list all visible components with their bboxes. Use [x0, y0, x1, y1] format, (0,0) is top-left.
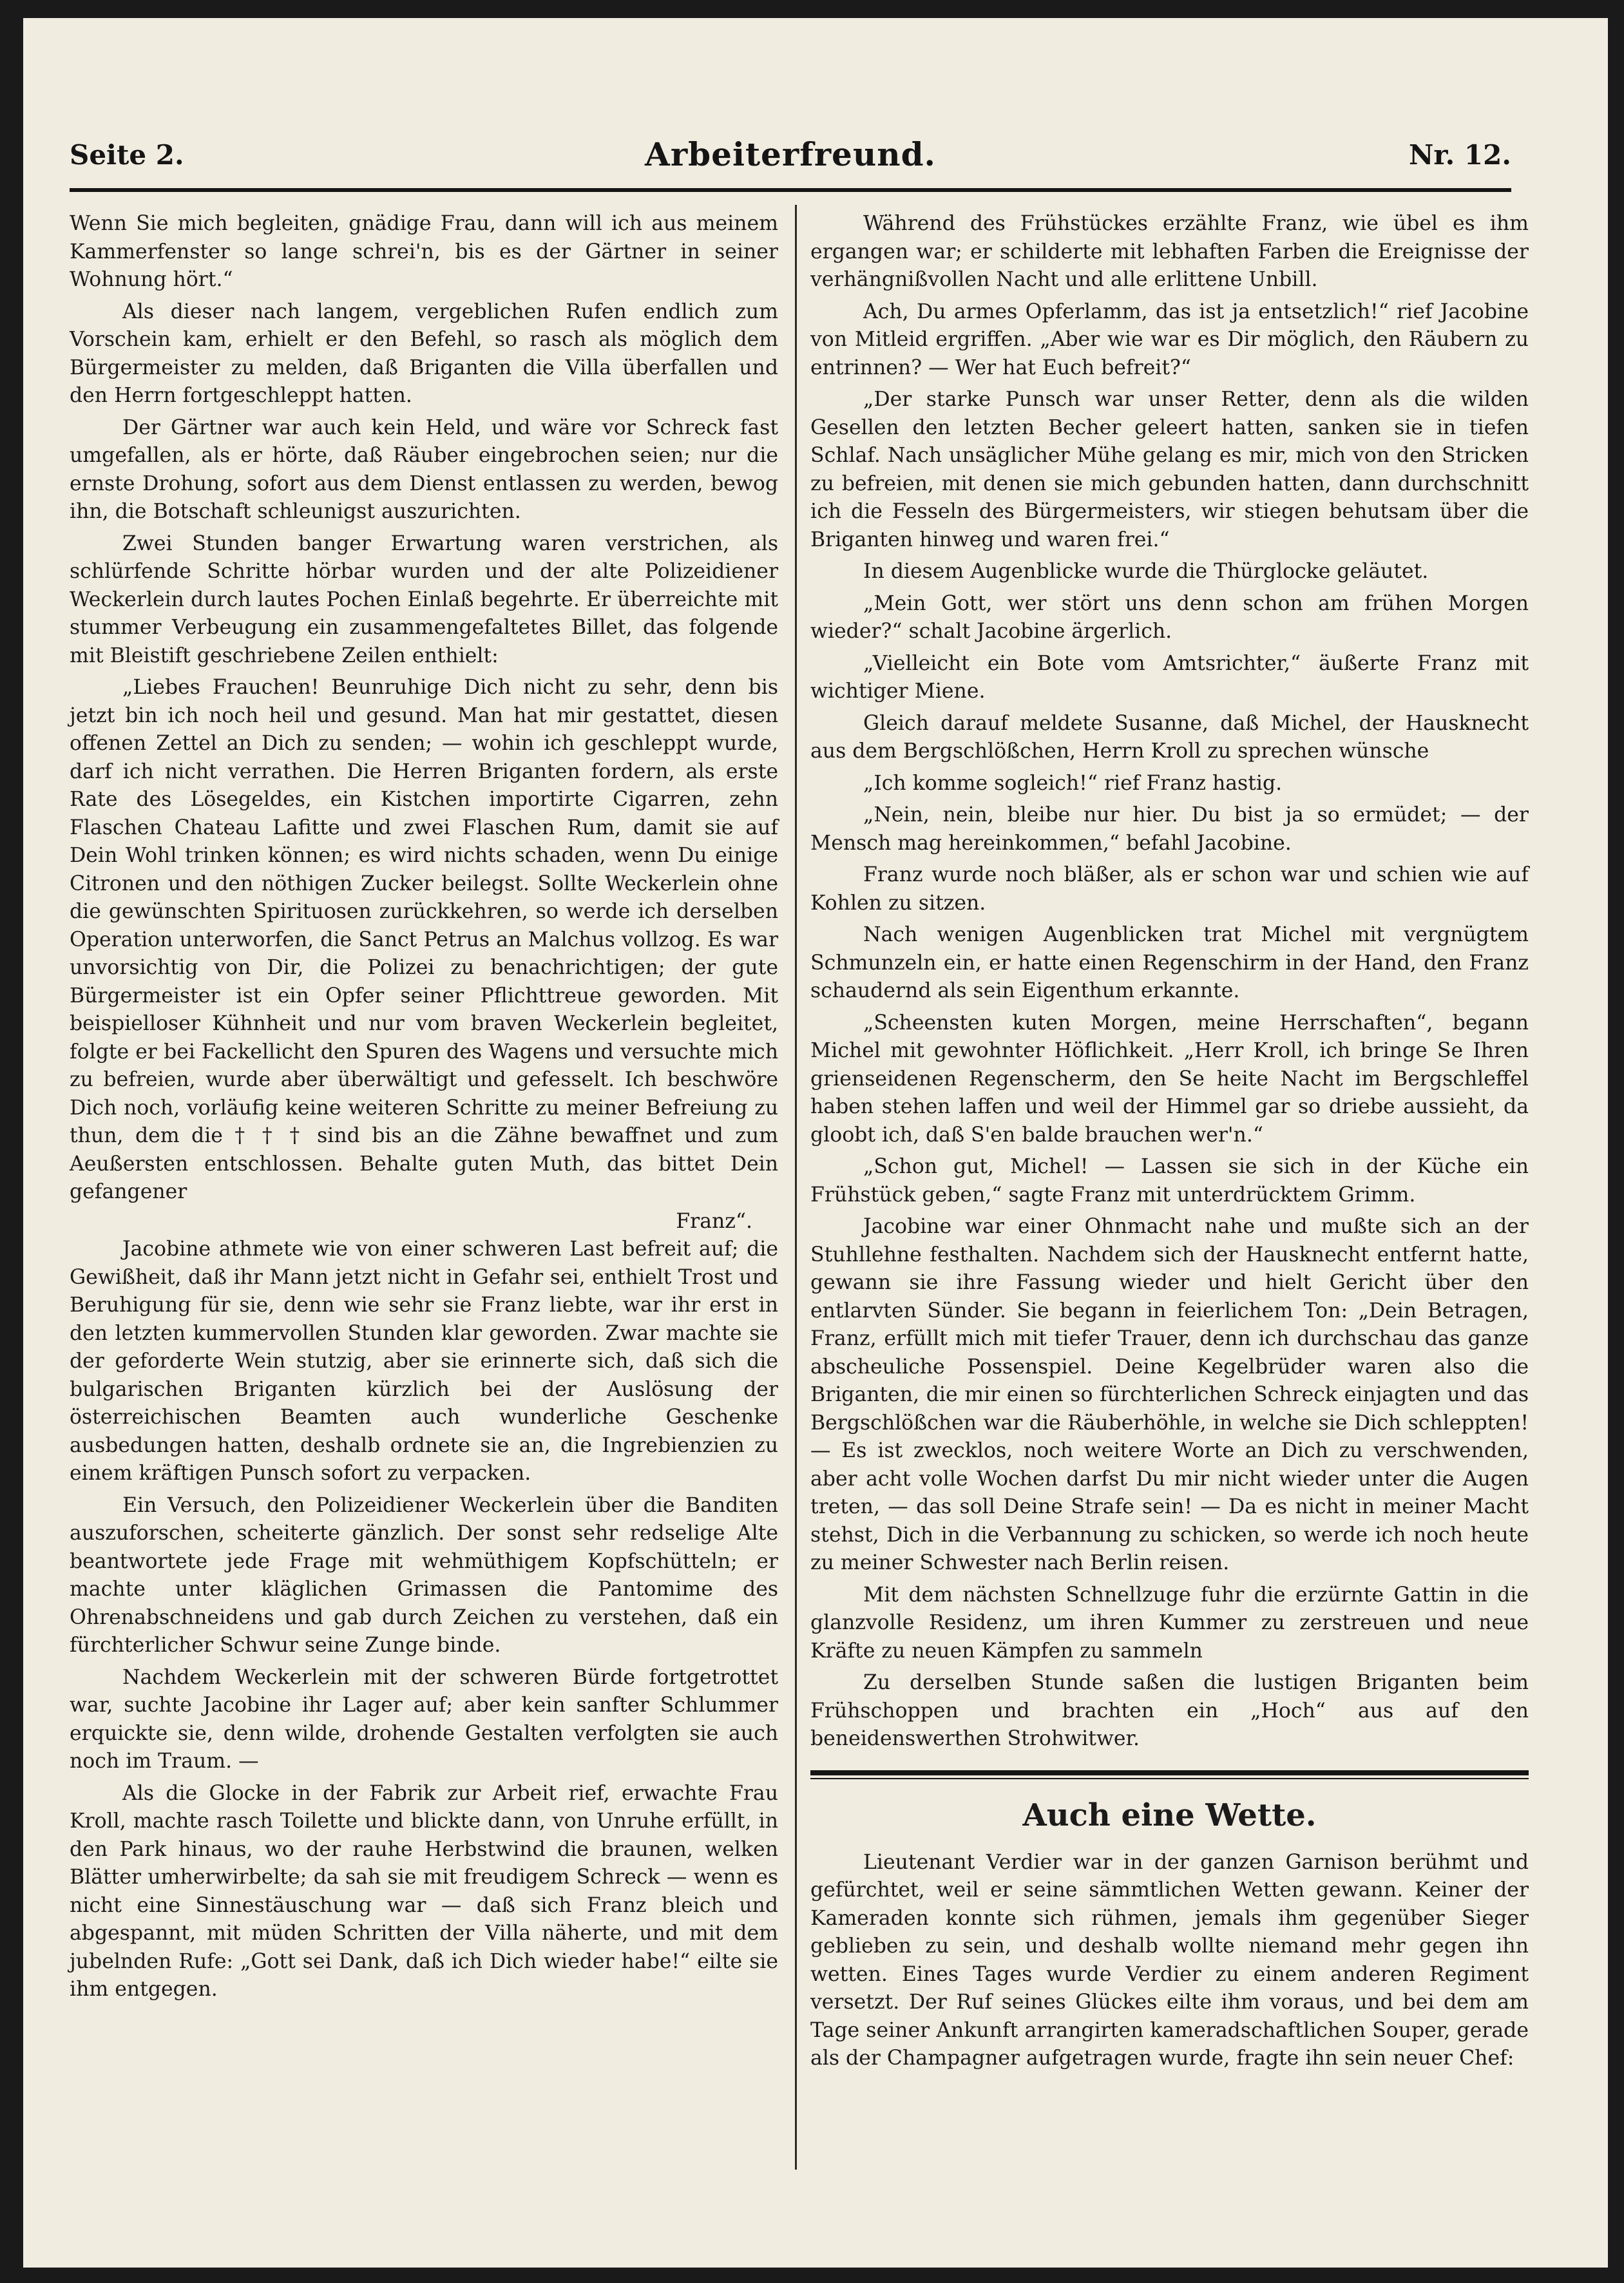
section-title: Auch eine Wette. [1022, 1797, 1317, 1833]
header-rule [70, 188, 1511, 192]
article-paragraph: Zwei Stunden banger Erwartung waren verstrichen, als schlürfende Schritte hörbar wurden und der alte Polizeidiener Weckerlein durch lautes Pochen Einlaß begehrte. Er überreichte mit stummer Verbeugung ein zusammengefaltetes Billet, das folgende mit Bleistift geschriebene Zeilen enthielt: [70, 531, 778, 667]
article-paragraph: Franz wurde noch bläßer, als er schon war und schien wie auf Kohlen zu sitzen. [810, 863, 1529, 915]
article-paragraph: „Mein Gott, wer stört uns denn schon am frühen Morgen wieder?“ schalt Jacobine ärgerlich. [810, 591, 1529, 643]
page-number: Seite 2. [70, 139, 184, 171]
page-header [70, 126, 1511, 188]
article-paragraph: „Der starke Punsch war unser Retter, denn als die wilden Gesellen den letzten Becher geleert hatten, sanken sie in tiefen Schlaf. Nach unsäglicher Mühe gelang es mir, mich von den Stricken zu befreien, mit denen sie mich gebunden hatten, dann durchschnitt ich die Fesseln des Bürgermeisters, wir stiegen behutsam über die Briganten hinweg und waren frei.“ [810, 388, 1529, 551]
article-paragraph: Nach wenigen Augenblicken trat Michel mit vergnügtem Schmunzeln ein, er hatte einen Regenschirm in der Hand, den Franz schaudernd als sein Eigenthum erkannte. [810, 923, 1529, 1002]
column-divider [795, 205, 797, 2170]
article-paragraph: Der Gärtner war auch kein Held, und wäre vor Schreck fast umgefallen, als er hörte, daß Räuber eingebrochen seien; nur die ernste Drohung, sofort aus dem Dienst entlassen zu werden, bewog ihn, die Botschaft schleunigst auszurichten. [70, 416, 778, 523]
newspaper-title: Arbeiterfreund. [645, 135, 936, 173]
article-paragraph: Lieutenant Verdier war in der ganzen Garnison berühmt und gefürchtet, weil er seine sämmtlichen Wetten gewann. Keiner der Kameraden konnte sich rühmen, jemals ihm gegenüber Sieger geblieben zu sein, und deshalb wollte niemand mehr gegen ihn wetten. Eines Tages wurde Verdier zu einem anderen Regiment versetzt. Der Ruf seines Glückes eilte ihm voraus, und bei dem am Tage seiner Ankunft arrangirten kameradschaftlichen Souper, gerade als der Champagner aufgetragen wurde, fragte ihn sein neuer Chef: [810, 1850, 1529, 2070]
article-paragraph: Ein Versuch, den Polizeidiener Weckerlein über die Banditen auszuforschen, scheiterte gänzlich. Der sonst sehr redselige Alte beantwortete jede Frage mit wehmüthigem Kopfschütteln; er machte unter kläglichen Grimassen die Pantomime des Ohrenabschneidens und gab durch Zeichen zu verstehen, daß ein fürchterlicher Schwur seine Zunge binde. [70, 1493, 778, 1657]
section-rule [810, 1770, 1529, 1775]
article-paragraph: „Ich komme sogleich!“ rief Franz hastig. [863, 771, 1283, 795]
article-paragraph: Nachdem Weckerlein mit der schweren Bürde fortgetrottet war, suchte Jacobine ihr Lager auf; aber kein sanfter Schlummer erquickte sie, denn wilde, drohende Gestalten verfolgten sie auch noch im Traum. — [70, 1665, 778, 1773]
issue-number: Nr. 12. [1409, 139, 1511, 171]
left-column [70, 210, 778, 2008]
article-paragraph: Als dieser nach langem, vergeblichen Rufen endlich zum Vorschein kam, erhielt er den Befehl, so rasch als möglich dem Bürgermeister zu melden, daß Briganten die Villa überfallen und den Herrn fortgeschleppt hatten. [70, 300, 778, 407]
article-paragraph: Zu derselben Stunde saßen die lustigen Briganten beim Frühschoppen und brachten ein „Hoch“ aus auf den beneidenswerthen Strohwitwer. [810, 1671, 1529, 1750]
article-paragraph: Gleich darauf meldete Susanne, daß Michel, der Hausknecht aus dem Bergschlößchen, Herrn Kroll zu sprechen wünsche [810, 711, 1529, 763]
article-paragraph: In diesem Augenblicke wurde die Thürglocke geläutet. [863, 560, 1429, 583]
section-rule-thin [810, 1778, 1529, 1779]
article-paragraph: Mit dem nächsten Schnellzuge fuhr die erzürnte Gattin in die glanzvolle Residenz, um ihren Kummer zu zerstreuen und neue Kräfte zu neuen Kämpfen zu sammeln [810, 1583, 1529, 1663]
letter-paragraph: „Liebes Frauchen! Beunruhige Dich nicht zu sehr, denn bis jetzt bin ich noch heil und gesund. Man hat mir gestattet, diesen offenen Zettel an Dich zu senden; — wohin ich geschleppt wurde, darf ich nicht verrathen. Die Herren Briganten fordern, als erste Rate des Lösegeldes, ein Kistchen importirte Cigarren, zehn Flaschen Chateau Lafitte und zwei Flaschen Rum, damit sie auf Dein Wohl trinken können; es wird nichts schaden, wenn Du einige Citronen und den nöthigen Zucker beilegst. Sollte Weckerlein ohne die gewünschten Spirituosen zurückkehren, so werde ich derselben Operation unterworfen, die Sanct Petrus an Malchus vollzog. Es war unvorsichtig von Dir, die Polizei zu benachrichtigen; der gute Bürgermeister ist ein Opfer seiner Pflichttreue geworden. Mit beispielloser Kühnheit und nur vom braven Weckerlein begleitet, folgte er bei Fackellicht den Spuren des Wagens und versuchte mich zu befreien, wurde aber überwältigt und gefesselt. Ich beschwöre Dich noch, vorläufig keine weiteren Schritte zu meiner Befreiung zu thun, dem die † † † sind bis an die Zähne bewaffnet und zum Aeußersten entschlossen. Behalte guten Muth, das bittet Dein gefangener [70, 676, 778, 1203]
article-paragraph: Jacobine war einer Ohnmacht nahe und mußte sich an der Stuhllehne festhalten. Nachdem sich der Hausknecht entfernt hatte, gewann sie ihre Fassung wieder und hielt Gericht über den entlarvten Sünder. Sie begann in feierlichem Ton: „Dein Betragen, Franz, erfüllt mich mit tiefer Trauer, denn ich durchschau das ganze abscheuliche Possenspiel. Deine Kegelbrüder waren also die Briganten, die mir einen so fürchterlichen Schreck einjagten und das Bergschlößchen war die Räuberhöhle, in welche sie Dich schleppten! — Es ist zwecklos, noch weitere Worte an Dich zu verschwenden, aber acht volle Wochen darfst Du mir nicht wieder unter die Augen treten, — das soll Deine Strafe sein! — Da es nicht in meiner Macht stehst, Dich in die Verbannung zu schicken, so werde ich noch heute zu meiner Schwester nach Berlin reisen. [810, 1215, 1529, 1574]
article-paragraph: „Vielleicht ein Bote vom Amtsrichter,“ äußerte Franz mit wichtiger Miene. [810, 651, 1529, 703]
article-paragraph: Jacobine athmete wie von einer schweren Last befreit auf; die Gewißheit, daß ihr Mann jetzt nicht in Gefahr sei, enthielt Trost und Beruhigung für sie, denn wie sehr sie Franz liebte, war ihr erst in den letzten kummervollen Stunden klar geworden. Zwar machte sie der geforderte Wein stutzig, aber sie erinnerte sich, daß sich die bulgarischen Briganten kürzlich bei der Auslösung der österreichischen Beamten auch wunderliche Geschenke ausbedungen hatten, deshalb ordnete sie an, die Ingrebienzien zu einem kräftigen Punsch sofort zu verpacken. [70, 1237, 778, 1485]
newspaper-page [23, 18, 1608, 2268]
article-paragraph: „Scheensten kuten Morgen, meine Herrschaften“, begann Michel mit gewohnter Höflichkeit. „Herr Kroll, ich bringe Se Ihren grienseidenen Regenscherm, den Se heite Nacht im Bergschleffel haben stehen laffen und weil der Himmel gar so driebe aussieht, da gloobt ich, daß S'en balde brauchen wer'n.“ [810, 1011, 1529, 1147]
right-column [810, 210, 1529, 2077]
article-paragraph: Ach, Du armes Opferlamm, das ist ja entsetzlich!“ rief Jacobine von Mitleid ergriffen. „Aber wie war es Dir möglich, den Räubern zu entrinnen? — Wer hat Euch befreit?“ [810, 300, 1529, 379]
article-paragraph: „Nein, nein, bleibe nur hier. Du bist ja so ermüdet; — der Mensch mag hereinkommen,“ befahl Jacobine. [810, 803, 1529, 855]
article-paragraph: Während des Frühstückes erzählte Franz, wie übel es ihm ergangen war; er schilderte mit lebhaften Farben die Ereignisse der verhängnißvollen Nacht und alle erlittene Unbill. [810, 212, 1529, 291]
letter-signature: Franz“. [676, 1209, 752, 1233]
article-paragraph: Als die Glocke in der Fabrik zur Arbeit rief, erwachte Frau Kroll, machte rasch Toilette und blickte dann, von Unruhe erfüllt, in den Park hinaus, wo der rauhe Herbstwind die braunen, welken Blätter umherwirbelte; da sah sie mit freudigem Schreck — wenn es nicht eine Sinnestäuschung war — daß sich Franz bleich und abgespannt, mit müden Schritten der Villa näherte, und mit dem jubelnden Rufe: „Gott sei Dank, daß ich Dich wieder habe!“ eilte sie ihm entgegen. [70, 1781, 778, 2001]
article-paragraph: Wenn Sie mich begleiten, gnädige Frau, dann will ich aus meinem Kammerfenster so lange schrei'n, bis es der Gärtner in seiner Wohnung hört.“ [70, 212, 778, 291]
article-paragraph: „Schon gut, Michel! — Lassen sie sich in der Küche ein Frühstück geben,“ sagte Franz mit unterdrücktem Grimm. [810, 1155, 1529, 1207]
